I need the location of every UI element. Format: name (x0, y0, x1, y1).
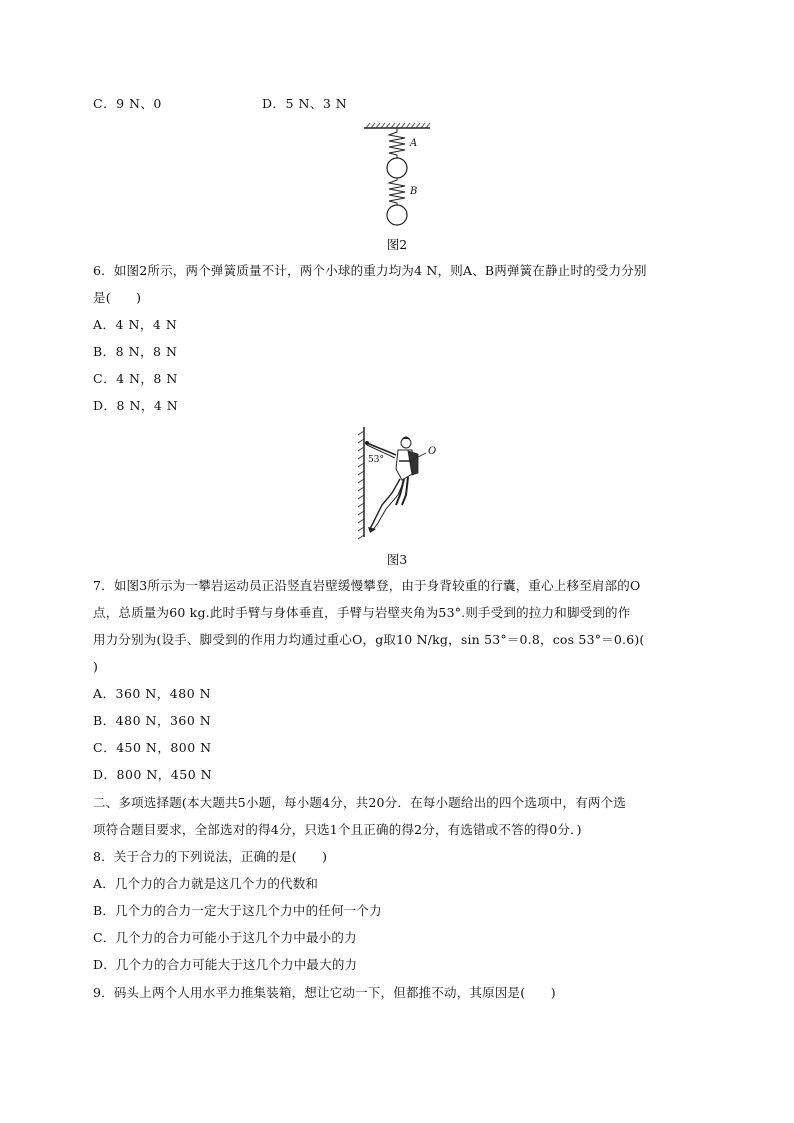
q6-stem-line2: 是( ) (93, 290, 142, 305)
q6-option-d: D．8 N，4 N (93, 398, 179, 413)
q8-stem: 8．关于合力的下列说法，正确的是( ) (93, 849, 328, 864)
q6-option-a: A．4 N，4 N (93, 317, 178, 332)
q6-option-b: B．8 N，8 N (93, 344, 178, 359)
q8-option-a: A．几个力的合力就是这几个力的代数和 (93, 876, 319, 891)
q6-option-c: C．4 N，8 N (93, 371, 178, 386)
option-d-prev: D．5 N、3 N (262, 96, 348, 111)
q8-option-b: B．几个力的合力一定大于这几个力中的任何一个力 (93, 903, 382, 918)
spring-a-label: A (410, 138, 418, 149)
q8-option-c: C．几个力的合力可能小于这几个力中最小的力 (93, 930, 357, 945)
q7-stem-line1: 7．如图3所示为一攀岩运动员正沿竖直岩壁缓慢攀登，由于身背较重的行囊，重心上移至肩部的O (93, 578, 641, 593)
section2-line2: 项符合题目要求，全部选对的得4分，只选1个且正确的得2分，有选错或不答的得0分．) (93, 822, 582, 837)
q7-option-d: D．800 N，450 N (93, 767, 213, 782)
center-o-label: O (428, 446, 437, 457)
angle-53-label: 53° (368, 455, 384, 465)
spring-b-label: B (410, 186, 418, 197)
q7-option-a: A．360 N，480 N (93, 686, 212, 701)
figure-2-springs (360, 122, 440, 232)
section2-line1: 二、多项选择题(本大题共5小题，每小题4分，共20分．在每小题给出的四个选项中，有两个选 (93, 795, 626, 810)
figure-3-caption: 图3 (386, 552, 408, 567)
q7-option-c: C．450 N，800 N (93, 740, 212, 755)
option-c-prev: C．9 N、0 (93, 96, 162, 111)
q7-stem-line3: 用力分别为(设手、脚受到的作用力均通过重心O，g取10 N/kg，sin 53°＝0.8，cos 53°＝0.6)( (93, 632, 645, 647)
q7-option-b: B．480 N，360 N (93, 713, 212, 728)
q7-stem-line4: ) (93, 659, 99, 674)
q9-stem: 9．码头上两个人用水平力推集装箱，想让它动一下，但都推不动，其原因是( ) (93, 985, 556, 1000)
q8-option-d: D．几个力的合力可能大于这几个力中最大的力 (93, 957, 358, 972)
figure-2-caption: 图2 (386, 237, 408, 252)
q6-stem-line1: 6．如图2所示，两个弹簧质量不计，两个小球的重力均为4 N，则A、B两弹簧在静止时的受力分别 (93, 263, 647, 278)
q7-stem-line2: 点，总质量为60 kg.此时手臂与身体垂直，手臂与岩壁夹角为53°.则手受到的拉力和脚受到的作 (93, 605, 631, 620)
figure-3-climber (352, 425, 442, 540)
